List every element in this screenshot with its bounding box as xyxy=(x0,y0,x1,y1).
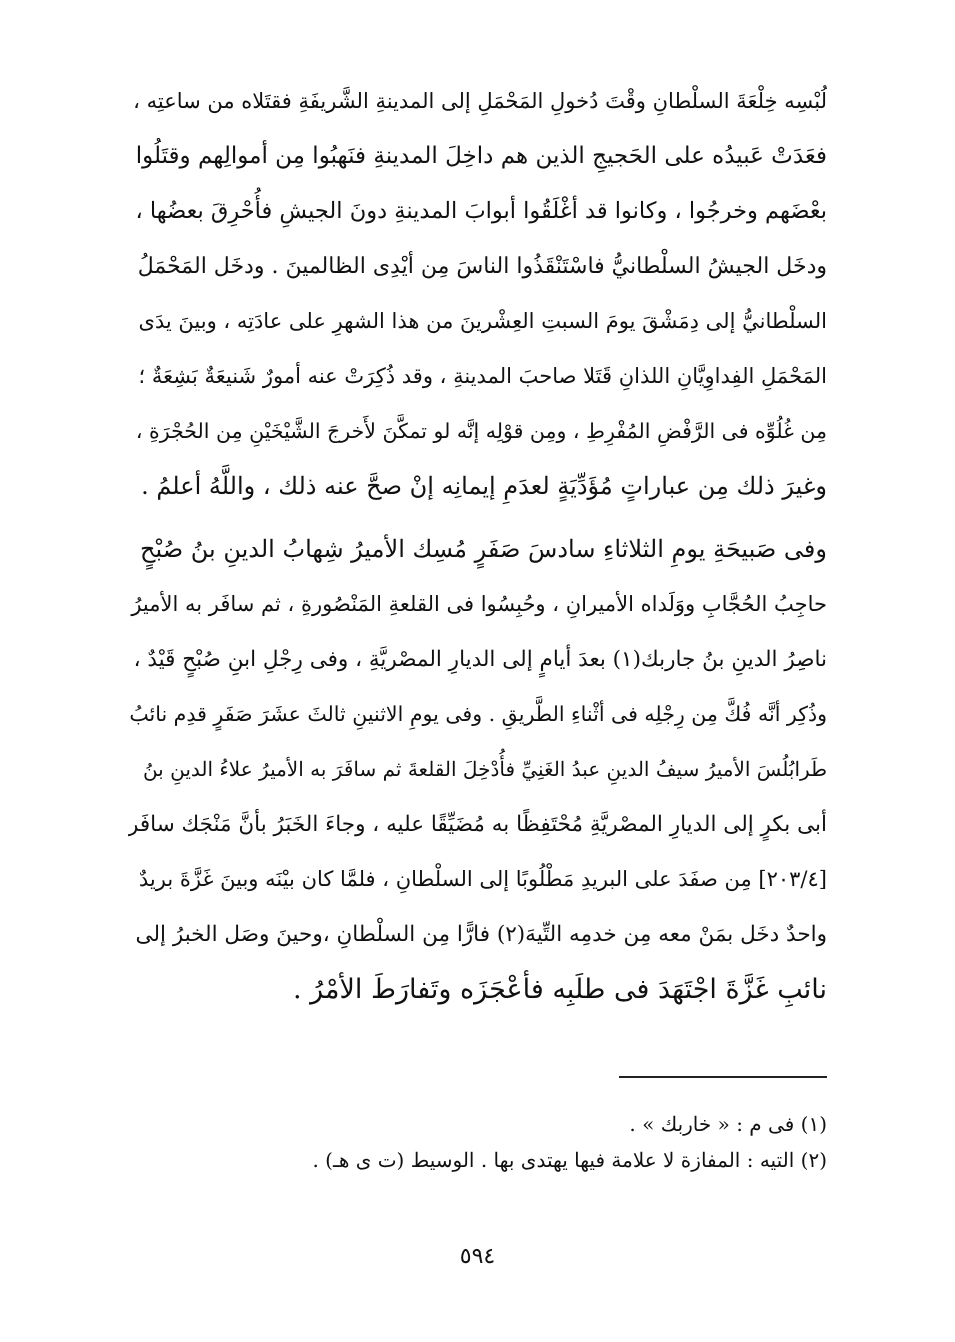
footnote-divider xyxy=(619,1076,827,1078)
page-number: ٥٩٤ xyxy=(459,1244,496,1269)
text-line: المَحْمَلِ الفِداوِيَّانِ اللذانِ قَتَلا صاحبَ المدينةِ ، وقد ذُكِرَتْ عنه أمورٌ شَنيعَةٌ بَشِعَةٌ ؛ xyxy=(138,364,827,388)
text-line: فعَدَتْ عَبيدُه على الحَجيجِ الذين هم داخِلَ المدينةِ فنَهبُوا مِن أموالِهم وقتَلُوا xyxy=(135,143,827,169)
footnote-1: (١) فى م : « خاربك » . xyxy=(629,1112,827,1136)
text-line: السلْطانيُّ إلى دِمَشْقَ يومَ السبتِ العِشْرينَ من هذا الشهرِ على عادَتِه ، وبينَ يدَى xyxy=(138,309,827,333)
text-line: وفى صَبيحَةِ يومِ الثلاثاءِ سادسَ صَفَرٍ مُسِك الأميرُ شِهابُ الدينِ بنُ صُبْحٍ xyxy=(140,535,827,563)
text-line: ناصِرُ الدينِ بنُ جاربك(١) بعدَ أيامٍ إلى الديارِ المصْريَّةِ ، وفى رِجْلِ ابنِ صُبْحٍ قَيْدٌ ، xyxy=(133,647,827,672)
text-line: مِن غُلُوِّه فى الرَّفْضِ المُفْرِطِ ، ومِن قوْلِه إنَّه لو تمكَّنَ لأَخرجَ الشَّيْخَيْنِ مِن الحُجْرَةِ ، xyxy=(135,419,827,443)
text-line: ودخَل الجيشُ السلْطانيُّ فاسْتَنْقَذُوا الناسَ مِن أيْدِى الظالمينَ . ودخَل المَحْمَلُ xyxy=(137,254,827,279)
paragraph-1 xyxy=(128,74,827,514)
footnotes xyxy=(128,1106,827,1178)
paragraph-2 xyxy=(128,522,827,1017)
text-line: واحدٌ دخَل بمَنْ معه مِن خدمِه التِّيهَ(٢) فارًّا مِن السلْطانِ ،وحينَ وصَل الخبرُ إلى xyxy=(135,922,827,947)
text-line: نائبِ غَزَّةَ اجْتَهَدَ فى طلَبِه فأعْجَزَه وتَفارَطَ الأمْرُ . xyxy=(292,974,827,1005)
text-line: أبى بكرٍ إلى الديارِ المصْريَّةِ مُحْتَفِظًا به مُضَيِّقًا عليه ، وجاءَ الخَبَرُ بأنَّ مَنْجَك سافَر xyxy=(128,812,827,837)
text-line: لُبْسِه خِلْعَةَ السلْطانِ وقْتَ دُخولِ المَحْمَلِ إلى المدينةِ الشَّريفَةِ فقتَلاه من ساعتِه ، xyxy=(133,89,827,113)
text-line: طَرابُلُسَ الأميرُ سيفُ الدينِ عبدُ الغَنِيِّ فأُدْخِلَ القلعةَ ثم سافَرَ به الأميرُ علاءُ الدينِ بنُ xyxy=(142,757,827,781)
text-line: وذُكِر أنَّه فُكَّ مِن رِجْلِه فى أثْناءِ الطَّريقِ . وفى يومِ الاثنينِ ثالثَ عشَرَ صَفَرٍ قدِم نائبُ xyxy=(129,702,827,726)
text-line: بعْضَهم وخرجُوا ، وكانوا قد أغْلَقُوا أبوابَ المدينةِ دونَ الجيشِ فأُحْرِقَ بعضُها ، xyxy=(135,198,827,224)
text-line: حاجِبُ الحُجَّابِ ووَلَداه الأميرانِ ، وحُبِسُوا فى القلعةِ المَنْصُورةِ ، ثم سافَر به الأميرُ xyxy=(131,592,827,616)
text-line: وغيرَ ذلك مِن عباراتٍ مُؤَدِّيَةٍ لعدَمِ إيمانِه إنْ صحَّ عنه ذلك ، واللَّهُ أعلمُ . xyxy=(141,472,827,500)
text-line: [٢٠٣/٤] مِن صفَدَ على البريدِ مَطْلُوبًا إلى السلْطانِ ، فلمَّا كان بيْنَه وبينَ غَزَّةَ بريدٌ xyxy=(138,867,827,891)
footnote-2: (٢) التيه : المفازة لا علامة فيها يهتدى بها . الوسيط (ت ى هـ) . xyxy=(312,1148,827,1172)
